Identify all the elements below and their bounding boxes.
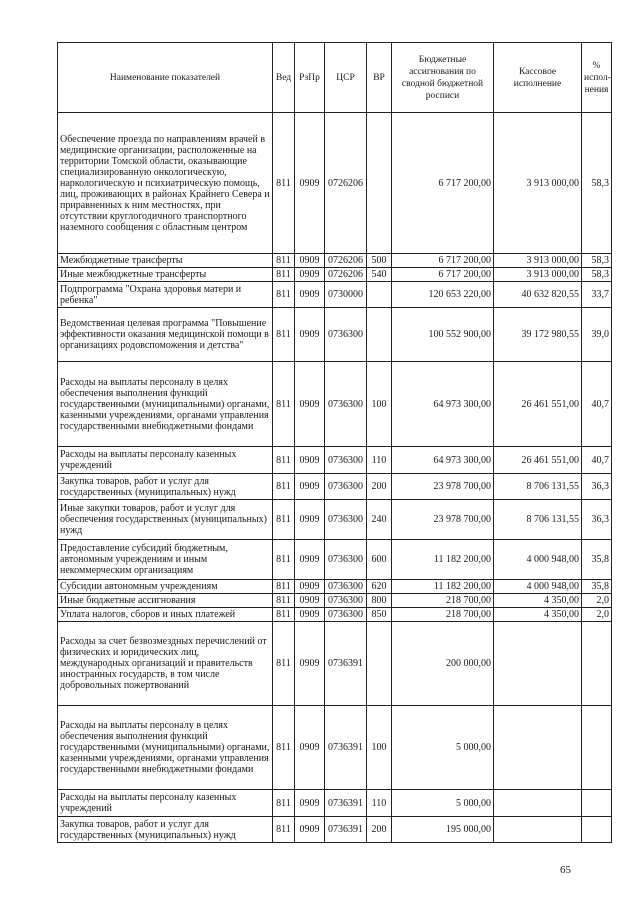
cell-cash-execution: 4 350,00 bbox=[494, 608, 582, 622]
cell-ved: 811 bbox=[273, 500, 295, 540]
cell-cash-execution: 40 632 820,55 bbox=[494, 282, 582, 308]
table-row bbox=[58, 706, 612, 790]
cell-cash-execution bbox=[494, 817, 582, 843]
cell-budget-allocations: 200 000,00 bbox=[392, 622, 494, 706]
cell-execution-percent: 58,3 bbox=[582, 113, 612, 254]
table-row bbox=[58, 622, 612, 706]
cell-csr: 0736300 bbox=[325, 362, 367, 447]
cell-ved: 811 bbox=[273, 790, 295, 817]
cell-execution-percent: 35,8 bbox=[582, 580, 612, 594]
cell-rzpr: 0909 bbox=[295, 817, 325, 843]
cell-execution-percent: 36,3 bbox=[582, 474, 612, 500]
cell-csr: 0726206 bbox=[325, 254, 367, 268]
cell-cash-execution bbox=[494, 790, 582, 817]
cell-ved: 811 bbox=[273, 362, 295, 447]
cell-indicator-name: Предоставление субсидий бюджетным, автономным учреждениям и иным некоммерческим организациям bbox=[58, 540, 273, 580]
cell-indicator-name: Ведомственная целевая программа "Повышение эффективности оказания медицинской помощи в организациях родовспоможения и детства" bbox=[58, 308, 273, 362]
table-row bbox=[58, 817, 612, 843]
header-rzpr: РзПр bbox=[295, 43, 325, 113]
cell-ved: 811 bbox=[273, 113, 295, 254]
cell-csr: 0736391 bbox=[325, 706, 367, 790]
cell-vr: 540 bbox=[367, 268, 392, 282]
cell-rzpr: 0909 bbox=[295, 540, 325, 580]
cell-indicator-name: Расходы на выплаты персоналу казенных учреждений bbox=[58, 790, 273, 817]
cell-ved: 811 bbox=[273, 308, 295, 362]
cell-rzpr: 0909 bbox=[295, 362, 325, 447]
cell-execution-percent: 40,7 bbox=[582, 362, 612, 447]
cell-vr bbox=[367, 308, 392, 362]
cell-execution-percent: 33,7 bbox=[582, 282, 612, 308]
cell-vr: 240 bbox=[367, 500, 392, 540]
budget-table-sheet bbox=[57, 42, 611, 843]
cell-execution-percent bbox=[582, 622, 612, 706]
cell-indicator-name: Иные межбюджетные трансферты bbox=[58, 268, 273, 282]
cell-budget-allocations: 23 978 700,00 bbox=[392, 474, 494, 500]
cell-ved: 811 bbox=[273, 474, 295, 500]
cell-cash-execution: 4 000 948,00 bbox=[494, 580, 582, 594]
cell-indicator-name: Расходы на выплаты персоналу казенных учреждений bbox=[58, 447, 273, 474]
cell-rzpr: 0909 bbox=[295, 474, 325, 500]
cell-execution-percent: 58,3 bbox=[582, 268, 612, 282]
cell-cash-execution bbox=[494, 622, 582, 706]
cell-indicator-name: Подпрограмма "Охрана здоровья матери и ребенка" bbox=[58, 282, 273, 308]
cell-csr: 0736391 bbox=[325, 817, 367, 843]
cell-indicator-name: Закупка товаров, работ и услуг для государственных (муниципальных) нужд bbox=[58, 817, 273, 843]
table-row bbox=[58, 540, 612, 580]
header-csr: ЦСР bbox=[325, 43, 367, 113]
table-header-row bbox=[58, 43, 612, 113]
cell-budget-allocations: 218 700,00 bbox=[392, 594, 494, 608]
cell-cash-execution: 8 706 131,55 bbox=[494, 474, 582, 500]
cell-rzpr: 0909 bbox=[295, 268, 325, 282]
cell-rzpr: 0909 bbox=[295, 447, 325, 474]
cell-csr: 0726206 bbox=[325, 113, 367, 254]
table-row bbox=[58, 594, 612, 608]
cell-budget-allocations: 64 973 300,00 bbox=[392, 447, 494, 474]
header-budget-allocations: Бюджетные ассигнования по сводной бюджетной росписи bbox=[392, 43, 494, 113]
header-cash-execution: Кассовое исполнение bbox=[494, 43, 582, 113]
cell-ved: 811 bbox=[273, 594, 295, 608]
cell-csr: 0736391 bbox=[325, 622, 367, 706]
table-row bbox=[58, 254, 612, 268]
cell-vr: 100 bbox=[367, 706, 392, 790]
cell-rzpr: 0909 bbox=[295, 706, 325, 790]
cell-execution-percent bbox=[582, 817, 612, 843]
cell-ved: 811 bbox=[273, 706, 295, 790]
cell-cash-execution bbox=[494, 706, 582, 790]
table-row bbox=[58, 282, 612, 308]
cell-rzpr: 0909 bbox=[295, 308, 325, 362]
table-row bbox=[58, 474, 612, 500]
cell-rzpr: 0909 bbox=[295, 254, 325, 268]
cell-ved: 811 bbox=[273, 608, 295, 622]
cell-indicator-name: Уплата налогов, сборов и иных платежей bbox=[58, 608, 273, 622]
cell-execution-percent bbox=[582, 706, 612, 790]
cell-cash-execution: 8 706 131,55 bbox=[494, 500, 582, 540]
cell-ved: 811 bbox=[273, 817, 295, 843]
page-number: 65 bbox=[560, 864, 571, 876]
cell-csr: 0736300 bbox=[325, 608, 367, 622]
cell-vr bbox=[367, 622, 392, 706]
cell-csr: 0736300 bbox=[325, 447, 367, 474]
table-row bbox=[58, 362, 612, 447]
cell-ved: 811 bbox=[273, 580, 295, 594]
cell-vr: 100 bbox=[367, 362, 392, 447]
cell-vr: 200 bbox=[367, 474, 392, 500]
cell-rzpr: 0909 bbox=[295, 500, 325, 540]
cell-rzpr: 0909 bbox=[295, 113, 325, 254]
cell-ved: 811 bbox=[273, 447, 295, 474]
table-row bbox=[58, 447, 612, 474]
cell-cash-execution: 3 913 000,00 bbox=[494, 113, 582, 254]
cell-execution-percent: 2,0 bbox=[582, 594, 612, 608]
cell-vr: 620 bbox=[367, 580, 392, 594]
cell-budget-allocations: 5 000,00 bbox=[392, 706, 494, 790]
budget-execution-table bbox=[57, 42, 612, 843]
cell-budget-allocations: 6 717 200,00 bbox=[392, 113, 494, 254]
cell-rzpr: 0909 bbox=[295, 790, 325, 817]
cell-cash-execution: 39 172 980,55 bbox=[494, 308, 582, 362]
table-row bbox=[58, 268, 612, 282]
cell-budget-allocations: 11 182 200,00 bbox=[392, 580, 494, 594]
cell-indicator-name: Расходы за счет безвозмездных перечислений от физических и юридических лиц, международных организаций и правительств иностранных государств, в том числе добровольных пожертвований bbox=[58, 622, 273, 706]
header-execution-percent: % испол-нения bbox=[582, 43, 612, 113]
cell-indicator-name: Расходы на выплаты персоналу в целях обеспечения выполнения функций государственными (муниципальными) органами, казенными учреждениями, органами управления государственными внебюджетными фондами bbox=[58, 362, 273, 447]
header-vr: ВР bbox=[367, 43, 392, 113]
cell-indicator-name: Расходы на выплаты персоналу в целях обеспечения выполнения функций государственными (муниципальными) органами, казенными учреждениями, органами управления государственными внебюджетными фондами bbox=[58, 706, 273, 790]
cell-csr: 0726206 bbox=[325, 268, 367, 282]
cell-indicator-name: Субсидии автономным учреждениям bbox=[58, 580, 273, 594]
cell-rzpr: 0909 bbox=[295, 594, 325, 608]
cell-ved: 811 bbox=[273, 268, 295, 282]
cell-budget-allocations: 6 717 200,00 bbox=[392, 254, 494, 268]
cell-vr: 200 bbox=[367, 817, 392, 843]
cell-execution-percent: 40,7 bbox=[582, 447, 612, 474]
cell-budget-allocations: 120 653 220,00 bbox=[392, 282, 494, 308]
cell-execution-percent: 58,3 bbox=[582, 254, 612, 268]
header-ved: Вед bbox=[273, 43, 295, 113]
cell-csr: 0736300 bbox=[325, 594, 367, 608]
cell-csr: 0736391 bbox=[325, 790, 367, 817]
cell-vr: 800 bbox=[367, 594, 392, 608]
table-row bbox=[58, 608, 612, 622]
cell-vr: 600 bbox=[367, 540, 392, 580]
cell-budget-allocations: 100 552 900,00 bbox=[392, 308, 494, 362]
cell-csr: 0736300 bbox=[325, 580, 367, 594]
cell-cash-execution: 3 913 000,00 bbox=[494, 254, 582, 268]
cell-vr: 500 bbox=[367, 254, 392, 268]
cell-vr bbox=[367, 282, 392, 308]
header-indicator-name: Наименование показателей bbox=[58, 43, 273, 113]
cell-budget-allocations: 5 000,00 bbox=[392, 790, 494, 817]
cell-indicator-name: Обеспечение проезда по направлениям врачей в медицинские организации, расположенные на территории Томской области, оказывающие специализированную онкологическую, наркологическую и психиатрическую помощь, лиц, проживающих в районах Крайнего Севера и приравненных к ним местностях, при отсутствии круглогодичного транспортного наземного сообщения с областным центром bbox=[58, 113, 273, 254]
cell-execution-percent bbox=[582, 790, 612, 817]
cell-execution-percent: 36,3 bbox=[582, 500, 612, 540]
cell-vr bbox=[367, 113, 392, 254]
cell-execution-percent: 39,0 bbox=[582, 308, 612, 362]
table-body bbox=[58, 113, 612, 843]
cell-ved: 811 bbox=[273, 540, 295, 580]
cell-rzpr: 0909 bbox=[295, 580, 325, 594]
cell-budget-allocations: 218 700,00 bbox=[392, 608, 494, 622]
cell-execution-percent: 2,0 bbox=[582, 608, 612, 622]
cell-budget-allocations: 64 973 300,00 bbox=[392, 362, 494, 447]
cell-vr: 110 bbox=[367, 790, 392, 817]
table-row bbox=[58, 113, 612, 254]
cell-budget-allocations: 11 182 200,00 bbox=[392, 540, 494, 580]
cell-budget-allocations: 195 000,00 bbox=[392, 817, 494, 843]
cell-budget-allocations: 6 717 200,00 bbox=[392, 268, 494, 282]
cell-rzpr: 0909 bbox=[295, 282, 325, 308]
cell-ved: 811 bbox=[273, 254, 295, 268]
table-row bbox=[58, 790, 612, 817]
cell-csr: 0736300 bbox=[325, 500, 367, 540]
table-row bbox=[58, 500, 612, 540]
table-row bbox=[58, 580, 612, 594]
cell-csr: 0730000 bbox=[325, 282, 367, 308]
cell-cash-execution: 26 461 551,00 bbox=[494, 447, 582, 474]
cell-cash-execution: 26 461 551,00 bbox=[494, 362, 582, 447]
cell-ved: 811 bbox=[273, 622, 295, 706]
cell-vr: 110 bbox=[367, 447, 392, 474]
cell-execution-percent: 35,8 bbox=[582, 540, 612, 580]
cell-rzpr: 0909 bbox=[295, 608, 325, 622]
cell-cash-execution: 4 000 948,00 bbox=[494, 540, 582, 580]
cell-indicator-name: Иные бюджетные ассигнования bbox=[58, 594, 273, 608]
cell-rzpr: 0909 bbox=[295, 622, 325, 706]
cell-cash-execution: 3 913 000,00 bbox=[494, 268, 582, 282]
cell-ved: 811 bbox=[273, 282, 295, 308]
cell-indicator-name: Закупка товаров, работ и услуг для государственных (муниципальных) нужд bbox=[58, 474, 273, 500]
cell-budget-allocations: 23 978 700,00 bbox=[392, 500, 494, 540]
table-row bbox=[58, 308, 612, 362]
cell-indicator-name: Иные закупки товаров, работ и услуг для обеспечения государственных (муниципальных) нужд bbox=[58, 500, 273, 540]
cell-csr: 0736300 bbox=[325, 474, 367, 500]
cell-csr: 0736300 bbox=[325, 540, 367, 580]
cell-cash-execution: 4 350,00 bbox=[494, 594, 582, 608]
cell-indicator-name: Межбюджетные трансферты bbox=[58, 254, 273, 268]
cell-csr: 0736300 bbox=[325, 308, 367, 362]
cell-vr: 850 bbox=[367, 608, 392, 622]
